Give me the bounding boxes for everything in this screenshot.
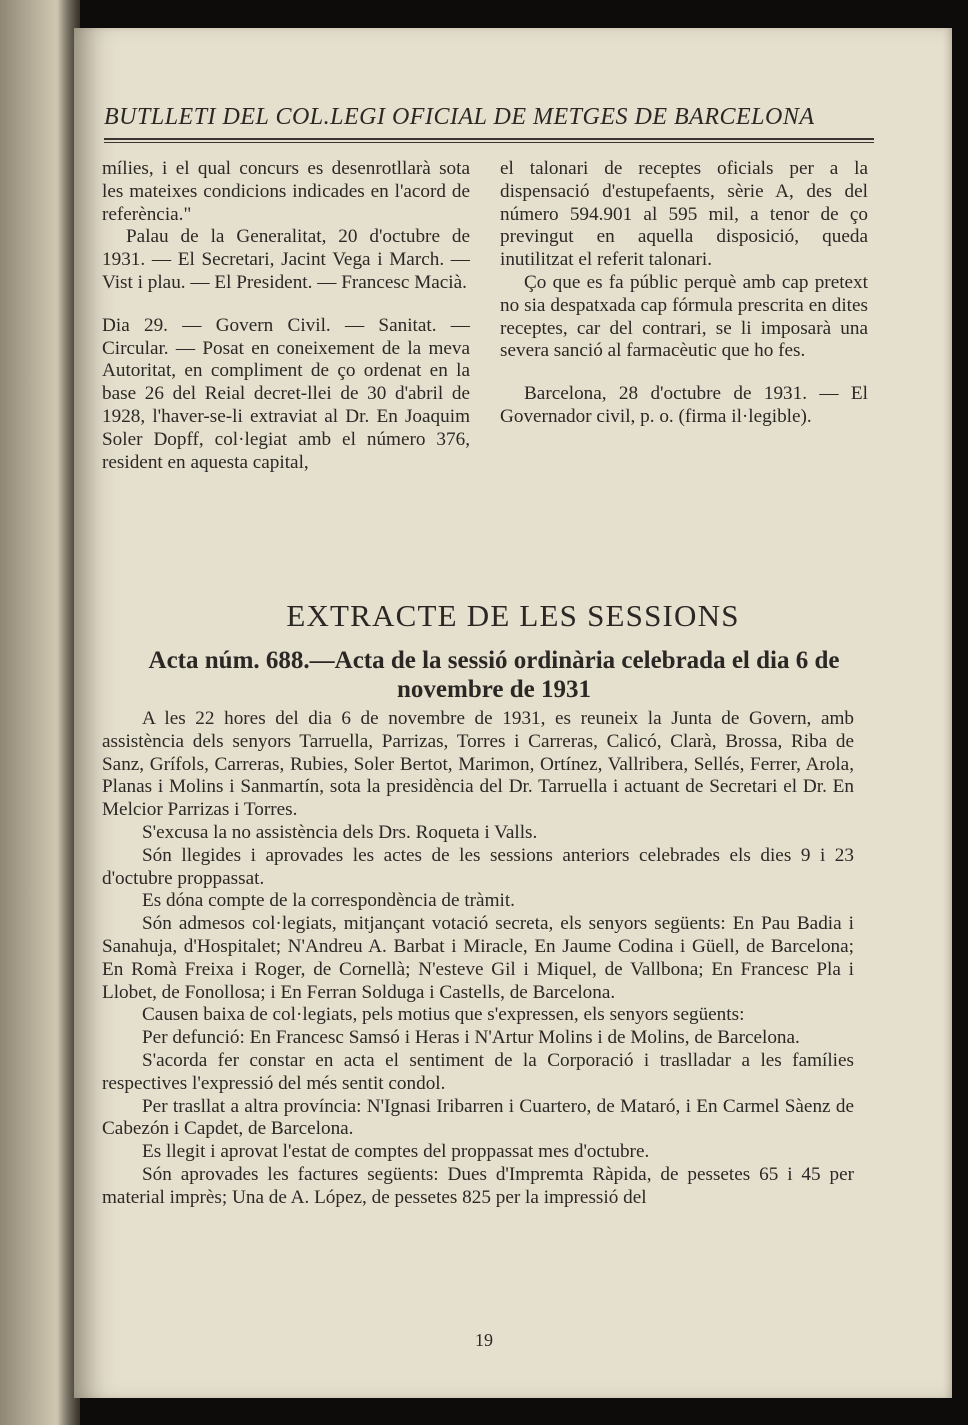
left-column	[102, 158, 470, 474]
left-paragraph-1: mílies, i el qual concurs es desenrotllarà sota les mateixes condicions indicades en l'acord de referència."	[102, 158, 470, 225]
body-paragraph: Es dóna compte de la correspondència de tràmit.	[142, 890, 515, 912]
body-paragraph: Es llegit i aprovat l'estat de comptes del proppassat mes d'octubre.	[142, 1141, 650, 1163]
previous-page-edge	[0, 0, 80, 1425]
body-paragraph: S'excusa la no assistència dels Drs. Roqueta i Valls.	[142, 821, 538, 843]
header-rule	[104, 138, 874, 140]
body-paragraph: Són llegides i aprovades les actes de les sessions anteriors celebrades els dies 9 i 23 d'octubre proppassat.	[102, 844, 854, 889]
left-paragraph-3: Dia 29. — Govern Civil. — Sanitat. — Circular. — Posat en coneixement de la meva Autoritat, en compliment de ço ordenat en la base 26 del Reial decret-llei de 30 d'abril de 1928, l'haver-se-li extraviat al Dr. En Joaquim Soler Dopff, col·legiat amb el número 376, resident en aquesta capital,	[102, 314, 470, 473]
body-paragraph: Per trasllat a altra província: N'Ignasi Iribarren i Cuartero, de Mataró, i En Carmel Sàenz de Cabezón i Capdet, de Barcelona.	[102, 1095, 854, 1140]
right-paragraph-3: Barcelona, 28 d'octubre de 1931. — El Governador civil, p. o. (firma il·legible).	[500, 383, 868, 427]
body-paragraph: Són aprovades les factures següents: Dues d'Impremta Ràpida, de pessetes 65 i 45 per material imprès; Una de A. López, de pessetes 825 per la impressió del	[102, 1163, 854, 1208]
document-page	[74, 28, 952, 1398]
right-paragraph-1: el talonari de receptes oficials per a la dispensació d'estupefaents, sèrie A, des del número 594.901 al 595 mil, a tenor de ço previngut en aquella disposició, queda inutilitzat el referit talonari.	[500, 158, 868, 271]
header-rule-thin	[104, 142, 874, 143]
running-header: BUTLLETI DEL COL.LEGI OFICIAL DE METGES DE BARCELONA	[104, 104, 815, 130]
right-column	[500, 158, 868, 429]
body-paragraph: Són admesos col·legiats, mitjançant votació secreta, els senyors següents: En Pau Badia i Sanahuja, d'Hospitalet; N'Andreu A. Barbat i Miracle, En Jaume Codina i Güell, de Barcelona; En Romà Freixa i Roger, de Cornellà; N'esteve Gil i Miquel, de Vallbona; En Francesc Pla i Llobet, de Fonollosa; i En Ferran Solduga i Castells, de Barcelona.	[102, 913, 854, 1003]
body-paragraph: A les 22 hores del dia 6 de novembre de 1931, es reuneix la Junta de Govern, amb assistència dels senyors Tarruella, Parrizas, Torres i Carreras, Calicó, Clarà, Brossa, Riba de Sanz, Grífols, Carreras, Rubies, Soler Bertot, Marimon, Ortínez, Vallribera, Sellés, Ferrer, Arola, Planas i Molins i Sanmartín, sota la presidència del Dr. Tarruella i actuant de Secretari el Dr. En Melcior Parrizas i Torres.	[102, 708, 854, 821]
page-number: 19	[475, 1330, 493, 1350]
session-minutes	[102, 708, 854, 1210]
section-title: EXTRACTE DE LES SESSIONS	[286, 598, 740, 633]
right-paragraph-2: Ço que es fa públic perquè amb cap pretext no sia despatxada cap fórmula prescrita en dites receptes, car del contrari, se li imposarà una severa sanció al farmacèutic que ho fes.	[500, 271, 868, 362]
body-paragraph: Per defunció: En Francesc Samsó i Heras i N'Artur Molins i de Molins, de Barcelona.	[142, 1027, 800, 1049]
body-paragraph: Causen baixa de col·legiats, pels motius que s'expressen, els senyors següents:	[142, 1004, 745, 1026]
left-paragraph-2: Palau de la Generalitat, 20 d'octubre de 1931. — El Secretari, Jacint Vega i March. — Vist i plau. — El President. — Francesc Macià.	[102, 226, 470, 293]
body-paragraph: S'acorda fer constar en acta el sentiment de la Corporació i traslladar a les famílies respectives l'expressió del més sentit condol.	[102, 1049, 854, 1094]
acta-title: Acta núm. 688.—Acta de la sessió ordinària celebrada el dia 6 de novembre de 1931	[148, 647, 840, 703]
